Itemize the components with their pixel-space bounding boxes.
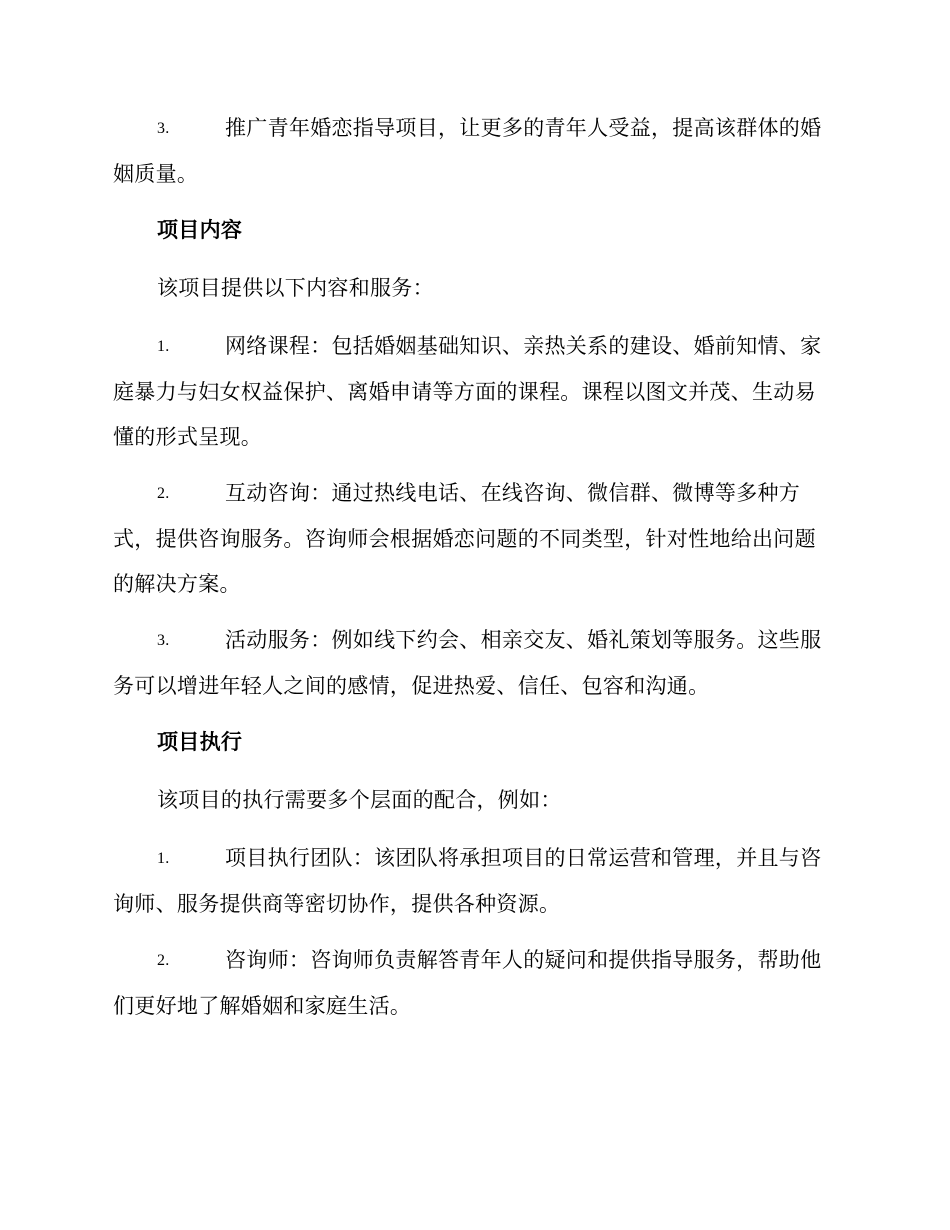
list-item-text: 互动咨询：通过热线电话、在线咨询、微信群、微博等多种方式，提供咨询服务。咨询师会根据婚恋问题的不同类型，针对性地给出问题的解决方案。: [113, 481, 816, 596]
list-number: 1.: [157, 338, 170, 355]
list-item: [113, 938, 835, 1029]
list-item: [113, 106, 835, 197]
list-number: 3.: [157, 120, 170, 137]
section-intro-content: 该项目提供以下内容和服务：: [157, 276, 434, 300]
list-item-text: 网络课程：包括婚姻基础知识、亲热关系的建设、婚前知情、家庭暴力与妇女权益保护、离婚申请等方面的课程。课程以图文并茂、生动易懂的形式呈现。: [113, 334, 822, 449]
list-item-text: 咨询师：咨询师负责解答青年人的疑问和提供指导服务，帮助他们更好地了解婚姻和家庭生活。: [113, 948, 822, 1018]
list-item: [113, 471, 835, 608]
list-item: [113, 618, 835, 709]
list-item-text: 推广青年婚恋指导项目，让更多的青年人受益，提高该群体的婚姻质量。: [113, 116, 822, 186]
section-heading-content: 项目内容: [157, 218, 243, 242]
list-number: 2.: [157, 485, 170, 502]
list-item: [113, 836, 835, 927]
section-heading-execution: 项目执行: [157, 730, 243, 754]
list-item-text: 项目执行团队：该团队将承担项目的日常运营和管理，并且与咨询师、服务提供商等密切协作，提供各种资源。: [113, 846, 822, 916]
list-number: 2.: [157, 952, 170, 969]
section-intro-execution: 该项目的执行需要多个层面的配合，例如：: [157, 788, 562, 812]
list-item: [113, 324, 835, 461]
list-number: 1.: [157, 850, 170, 867]
list-number: 3.: [157, 632, 170, 649]
list-item-text: 活动服务：例如线下约会、相亲交友、婚礼策划等服务。这些服务可以增进年轻人之间的感情，促进热爱、信任、包容和沟通。: [113, 628, 822, 698]
